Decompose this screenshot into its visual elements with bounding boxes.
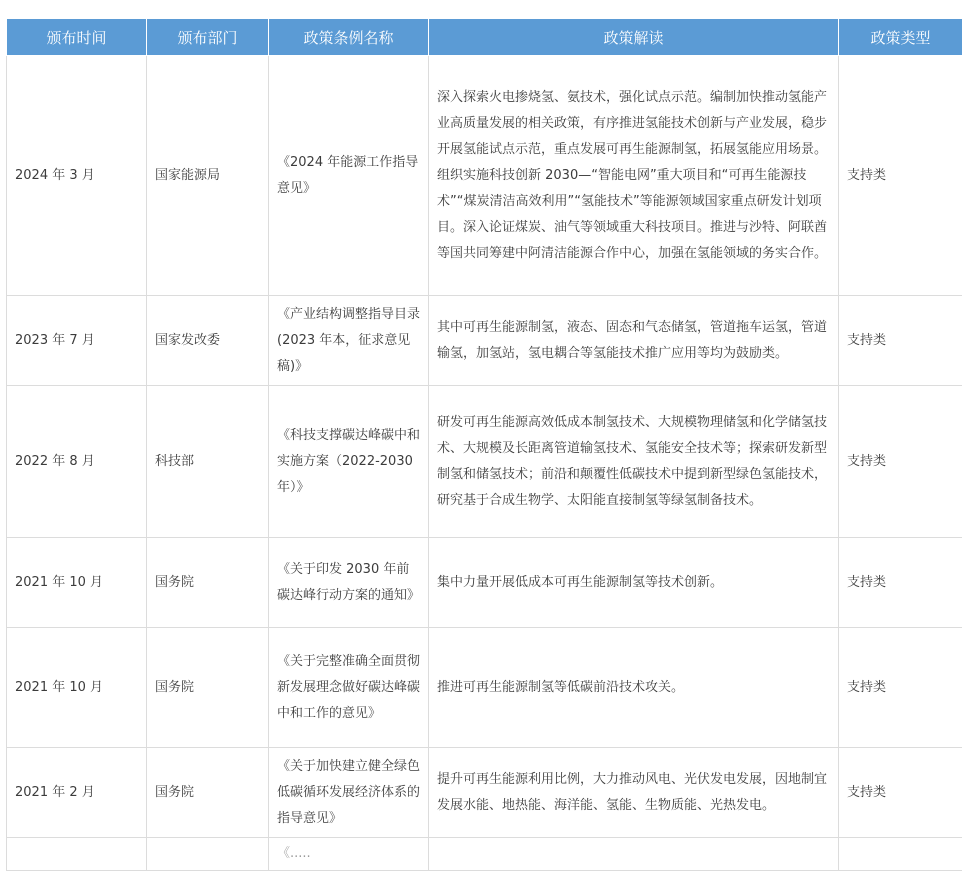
cell-type: 支持类 — [839, 628, 962, 748]
cell-dept — [147, 838, 269, 871]
header-dept: 颁布部门 — [147, 19, 269, 56]
cell-policy-name: 《..... — [269, 838, 429, 871]
header-name: 政策条例名称 — [269, 19, 429, 56]
cell-date — [7, 838, 147, 871]
cell-interpretation: 提升可再生能源利用比例，大力推动风电、光伏发电发展，因地制宜发展水能、地热能、海洋能、氢能、生物质能、光热发电。 — [429, 748, 839, 838]
cell-interpretation: 其中可再生能源制氢，液态、固态和气态储氢，管道拖车运氢，管道输氢，加氢站，氢电耦合等氢能技术推广应用等均为鼓励类。 — [429, 296, 839, 386]
table-row — [7, 538, 962, 628]
cell-interpretation: 推进可再生能源制氢等低碳前沿技术攻关。 — [429, 628, 839, 748]
table-row — [7, 628, 962, 748]
table-row — [7, 296, 962, 386]
cell-date: 2023 年 7 月 — [7, 296, 147, 386]
cell-date: 2021 年 2 月 — [7, 748, 147, 838]
cell-interpretation: 深入探索火电掺烧氢、氨技术，强化试点示范。编制加快推动氢能产业高质量发展的相关政策，有序推进氢能技术创新与产业发展，稳步开展氢能试点示范，重点发展可再生能源制氢，拓展氢能应用场景。组织实施科技创新 2030—“智能电网”重大项目和“可再生能源技术”“煤炭清洁高效利用”“氢能技术”等能源领域国家重点研发计划项目。深入论证煤炭、油气等领域重大科技项目。推进与沙特、阿联酋等国共同筹建中阿清洁能源合作中心，加强在氢能领域的务实合作。 — [429, 56, 839, 296]
cell-type — [839, 838, 962, 871]
cell-date: 2024 年 3 月 — [7, 56, 147, 296]
cell-type: 支持类 — [839, 56, 962, 296]
cell-dept: 国家发改委 — [147, 296, 269, 386]
cell-policy-name: 《产业结构调整指导目录(2023 年本，征求意见稿)》 — [269, 296, 429, 386]
cell-interpretation: 集中力量开展低成本可再生能源制氢等技术创新。 — [429, 538, 839, 628]
cell-interpretation — [429, 838, 839, 871]
cell-policy-name: 《关于印发 2030 年前碳达峰行动方案的通知》 — [269, 538, 429, 628]
cell-dept: 国务院 — [147, 628, 269, 748]
cell-dept: 国家能源局 — [147, 56, 269, 296]
cell-type: 支持类 — [839, 296, 962, 386]
header-interp: 政策解读 — [429, 19, 839, 56]
cell-dept: 国务院 — [147, 538, 269, 628]
cell-type: 支持类 — [839, 748, 962, 838]
cell-dept: 国务院 — [147, 748, 269, 838]
cell-date: 2022 年 8 月 — [7, 386, 147, 538]
cell-type: 支持类 — [839, 538, 962, 628]
cell-dept: 科技部 — [147, 386, 269, 538]
table-row — [7, 386, 962, 538]
cell-date: 2021 年 10 月 — [7, 538, 147, 628]
table-header-row — [7, 19, 962, 56]
cell-policy-name: 《2024 年能源工作指导意见》 — [269, 56, 429, 296]
cell-interpretation: 研发可再生能源高效低成本制氢技术、大规模物理储氢和化学储氢技术、大规模及长距离管道输氢技术、氢能安全技术等；探索研发新型制氢和储氢技术；前沿和颠覆性低碳技术中提到新型绿色氢能技术，研究基于合成生物学、太阳能直接制氢等绿氢制备技术。 — [429, 386, 839, 538]
table-row-partial — [7, 838, 962, 871]
table-row — [7, 748, 962, 838]
policy-table — [6, 18, 962, 871]
header-date: 颁布时间 — [7, 19, 147, 56]
table-row — [7, 56, 962, 296]
cell-date: 2021 年 10 月 — [7, 628, 147, 748]
cell-policy-name: 《关于加快建立健全绿色低碳循环发展经济体系的指导意见》 — [269, 748, 429, 838]
cell-type: 支持类 — [839, 386, 962, 538]
header-type: 政策类型 — [839, 19, 962, 56]
cell-policy-name: 《关于完整准确全面贯彻新发展理念做好碳达峰碳中和工作的意见》 — [269, 628, 429, 748]
cell-policy-name: 《科技支撑碳达峰碳中和实施方案（2022-2030 年）》 — [269, 386, 429, 538]
